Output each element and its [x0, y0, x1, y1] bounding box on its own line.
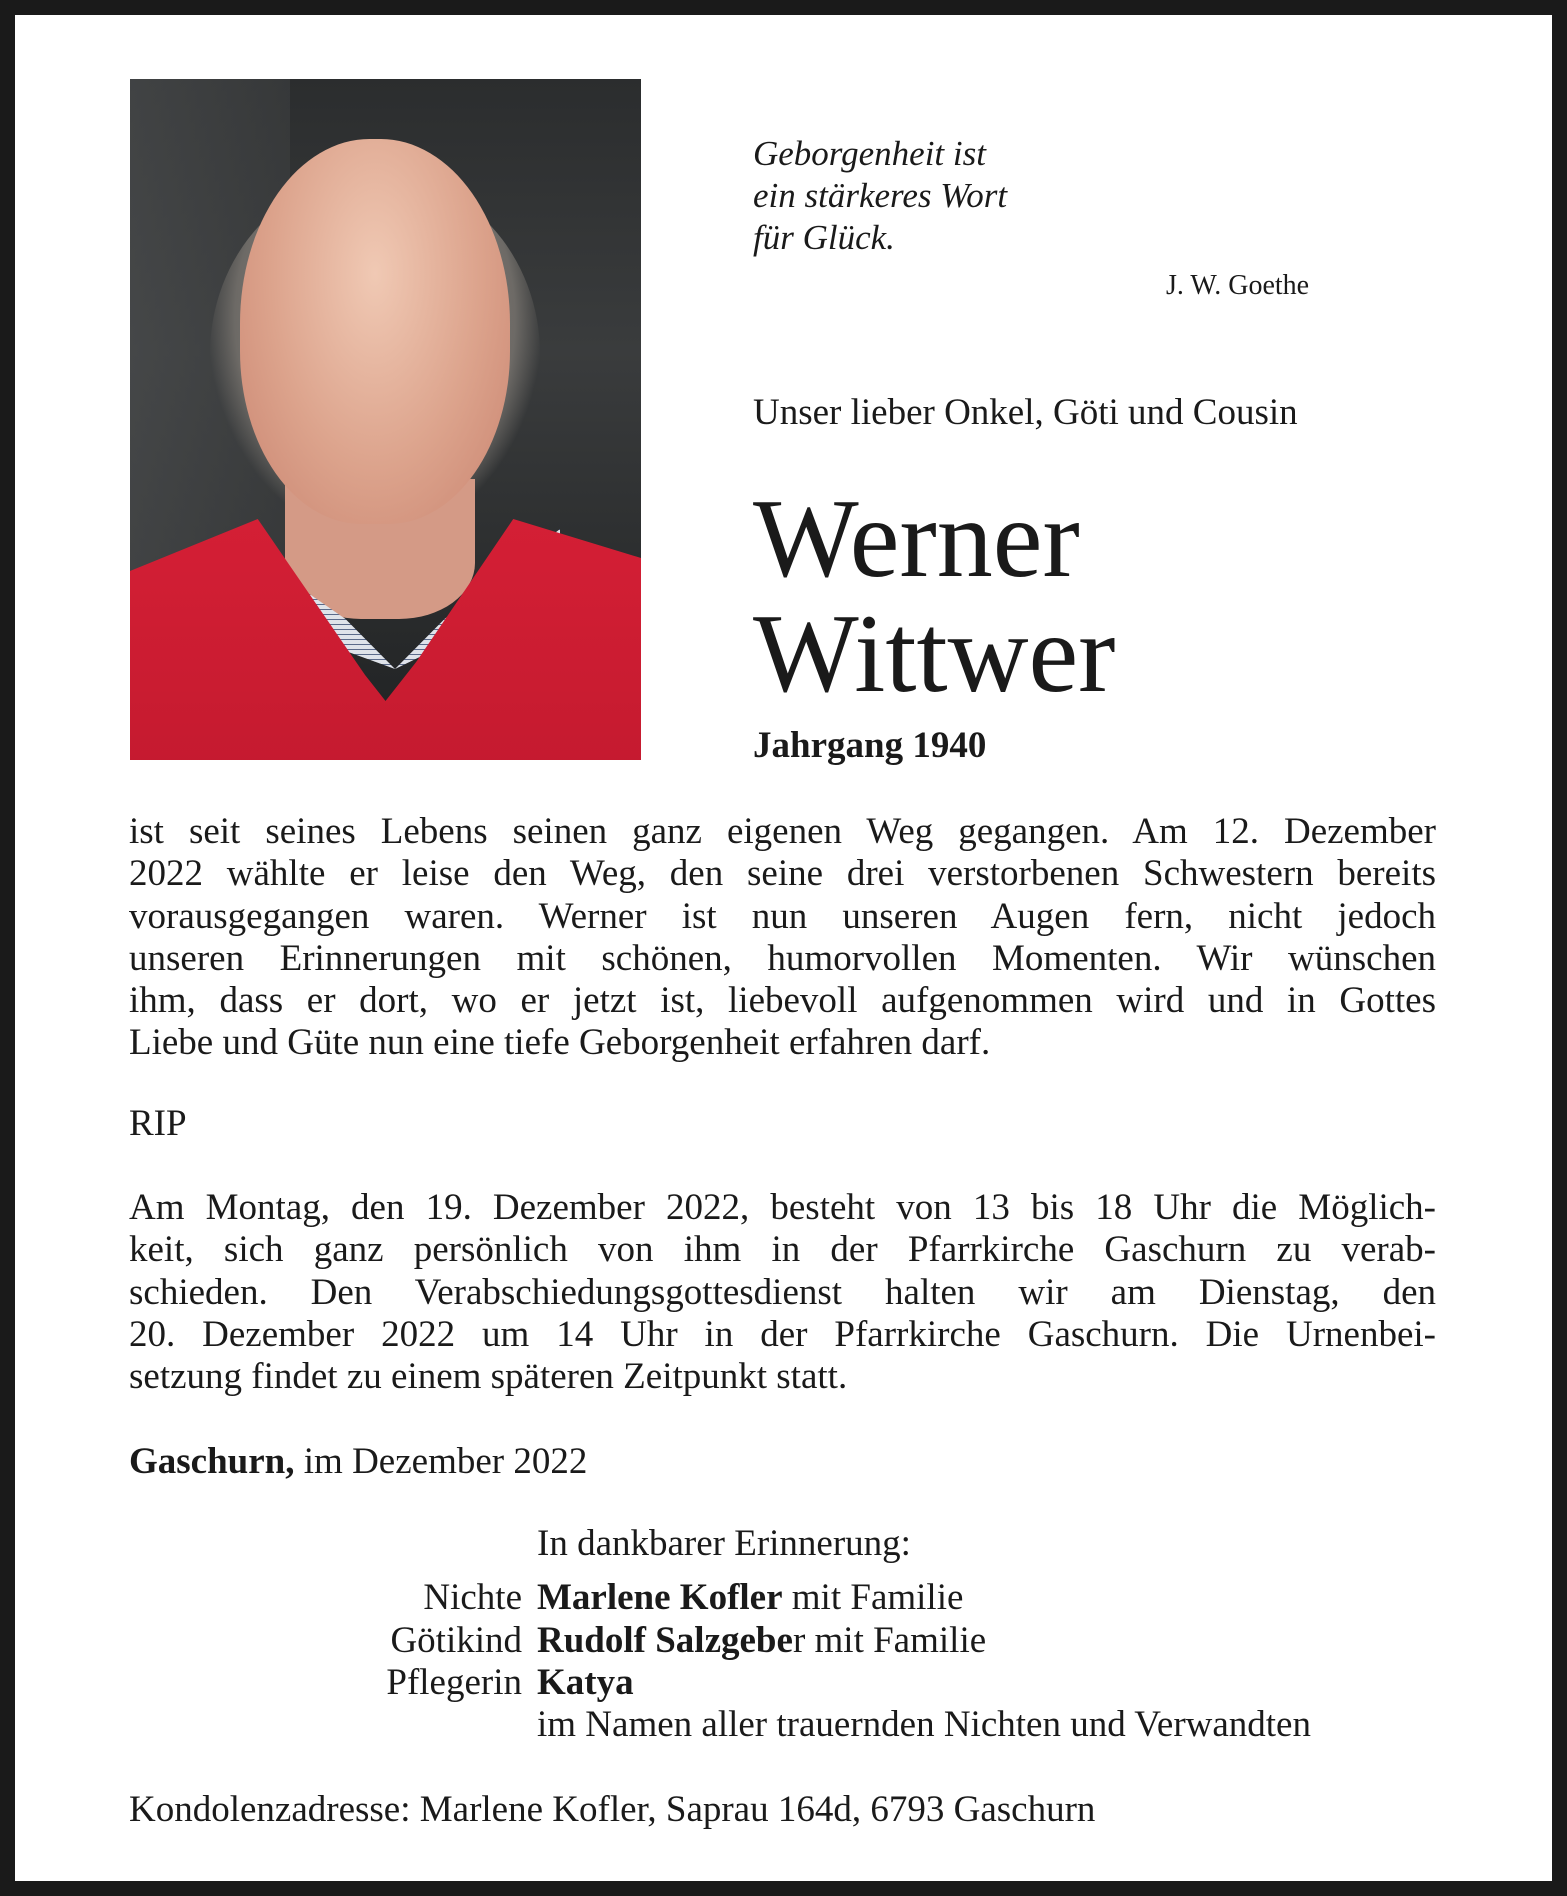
text-line: keit, sich ganz persönlich von ihm in der Pfarrkirche Gaschurn zu verab-: [129, 1229, 1436, 1271]
first-name: Werner: [753, 477, 1080, 601]
mourner-relation: Pflegerin: [386, 1662, 522, 1703]
mourner-name: Marlene Kofler: [537, 1577, 783, 1618]
text-line: Am Montag, den 19. Dezember 2022, besteht von 13 bis 18 Uhr die Möglich-: [129, 1187, 1436, 1228]
place-date-text: im Dezember 2022: [294, 1441, 588, 1482]
mourner-relation: Nichte: [423, 1577, 522, 1618]
mourners-closing: im Namen aller trauernden Nichten und Verwandten: [537, 1704, 1311, 1745]
quote: [753, 133, 1007, 259]
rip: RIP: [129, 1103, 187, 1144]
text-line: 20. Dezember 2022 um 14 Uhr in der Pfarrkirche Gaschurn. Die Urnenbei-: [129, 1313, 1436, 1355]
portrait-photo: [130, 79, 641, 760]
quote-line: ein stärkeres Wort: [753, 176, 1008, 215]
text-line: ist seit seines Lebens seinen ganz eigenen Weg gegangen. Am 12. Dezember: [129, 811, 1436, 852]
intro-line: Unser lieber Onkel, Göti und Cousin: [753, 392, 1298, 433]
text-line: ihm, dass er dort, wo er jetzt ist, liebevoll aufgenommen wird und in Gottes: [129, 980, 1436, 1022]
birth-year: Jahrgang 1940: [753, 725, 987, 766]
last-name: Wittwer: [753, 592, 1116, 716]
mourner-relation: Götikind: [390, 1620, 522, 1661]
condolence-address: Kondolenzadresse: Marlene Kofler, Saprau 164d, 6793 Gaschurn: [129, 1789, 1096, 1830]
mourner-suffix: mit Familie: [782, 1577, 964, 1618]
text-line: setzung findet zu einem späteren Zeitpunkt statt.: [129, 1356, 848, 1398]
text-line: Liebe und Güte nun eine tiefe Geborgenheit erfahren darf.: [129, 1022, 991, 1064]
place-date: [129, 1441, 587, 1483]
quote-line: für Glück.: [753, 218, 895, 257]
place-city: Gaschurn,: [129, 1441, 295, 1482]
quote-author: J. W. Goethe: [1166, 270, 1310, 301]
mourner-name: Rudolf Salzgebe: [537, 1620, 793, 1661]
mourner-suffix: r mit Familie: [792, 1620, 987, 1661]
text-line: unseren Erinnerungen mit schönen, humorvollen Momenten. Wir wünschen: [129, 937, 1436, 979]
text-line: vorausgegangen waren. Werner ist nun unseren Augen fern, nicht jedoch: [129, 895, 1436, 937]
text-line: schieden. Den Verabschiedungsgottesdienst halten wir am Dienstag, den: [129, 1271, 1436, 1313]
text-line: 2022 wählte er leise den Weg, den seine drei verstorbenen Schwestern bereits: [129, 853, 1436, 895]
mourners-heading: In dankbarer Erinnerung:: [537, 1523, 911, 1564]
funeral-info: [129, 1187, 1436, 1398]
obituary-text: [129, 811, 1436, 1065]
quote-line: Geborgenheit ist: [753, 134, 986, 173]
mourner-name: Katya: [537, 1662, 634, 1703]
